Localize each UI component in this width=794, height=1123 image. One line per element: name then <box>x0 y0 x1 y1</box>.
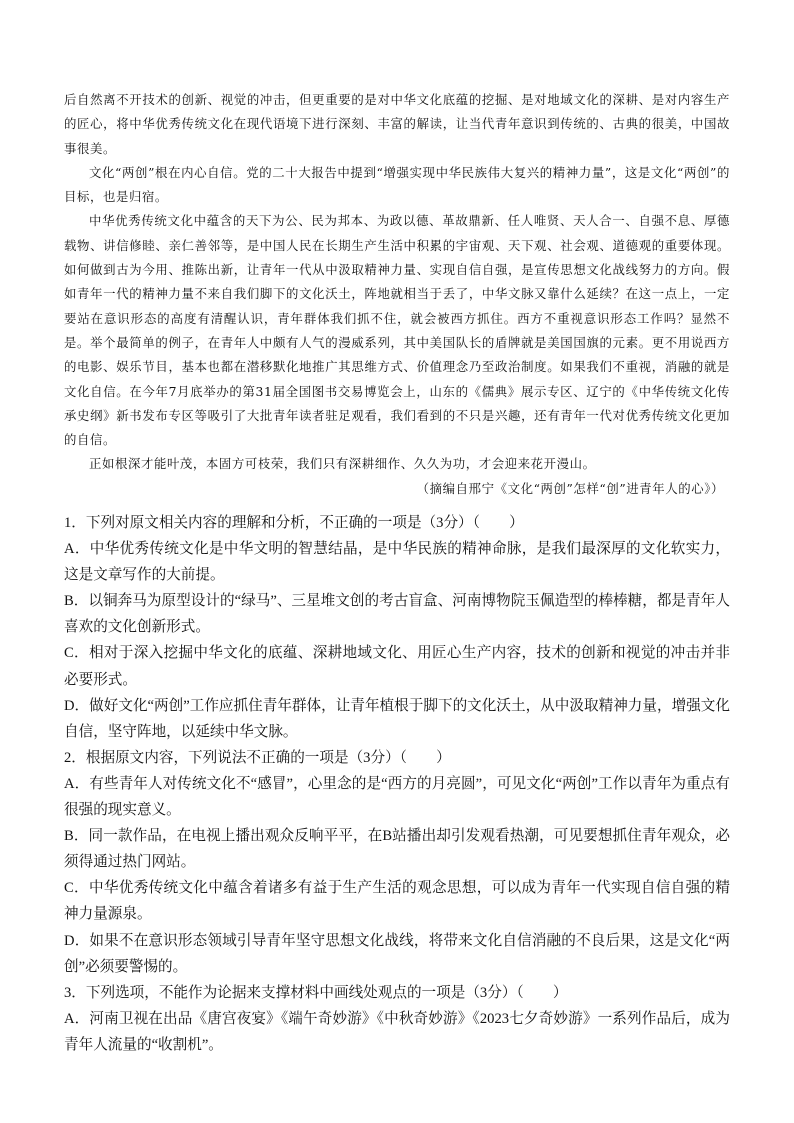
question-2-option-d: D．如果不在意识形态领域引导青年坚守思想文化战线，将带来文化自信消融的不良后果，这是文化“两创”必须要警惕的。 <box>64 932 730 975</box>
question-1-option-b: B．以铜奔马为原型设计的“绿马”、三星堆文创的考古盲盒、河南博物院玉佩造型的棒棒糖，都是青年人喜欢的文化创新形式。 <box>64 593 730 636</box>
question-1-stem: 1．下列对原文相关内容的理解和分析，不正确的一项是（3分）（ ） <box>64 515 524 531</box>
question-3-option-a: A．河南卫视在出品《唐宫夜宴》《端午奇妙游》《中秋奇妙游》《2023七夕奇妙游》一系列作品后，成为青年人流量的“收割机”。 <box>64 1010 730 1053</box>
question-section <box>64 510 730 1058</box>
question-1-option-c: C．相对于深入挖掘中华文化的底蕴、深耕地域文化、用匠心生产内容，技术的创新和视觉的冲击并非必要形式。 <box>64 645 730 688</box>
passage-paragraph-3: 中华优秀传统文化中蕴含的天下为公、民为邦本、为政以德、革故鼎新、任人唯贤、天人合一、自强不息、厚德载物、讲信修睦、亲仁善邻等，是中国人民在长期生产生活中积累的宇宙观、天下观、社会观、道德观的重要体现。如何做到古为今用、推陈出新，让青年一代从中汲取精神力量、实现自信自强，是宣传思想文化战线努力的方向。假如青年一代的精神力量不来自我们脚下的文化沃土，阵地就相当于丢了，中华文脉又靠什么延续？在这一点上，一定要站在意识形态的高度有清醒认识，青年群体我们抓不住，就会被西方抓住。西方不重视意识形态工作吗？显然不是。举个最简单的例子，在青年人中颇有人气的漫威系列，其中美国队长的盾牌就是美国国旗的元素。更不用说西方的电影、娱乐节目，基本也都在潜移默化地推广其思维方式、价值理念乃至政治制度。如果我们不重视，消融的就是文化自信。在今年7月底举办的第31届全国图书交易博览会上，山东的《儒典》展示专区、辽宁的《中华传统文化传承史纲》新书发布专区等吸引了大批青年读者驻足观看，我们看到的不只是兴趣，还有青年一代对优秀传统文化更加的自信。 <box>64 213 730 448</box>
question-2-option-a: A．有些青年人对传统文化不“感冒”，心里念的是“西方的月亮圆”，可见文化“两创”工作以青年为重点有很强的现实意义。 <box>64 775 730 819</box>
passage-paragraph-4: 正如根深才能叶茂，本固方可枝荣，我们只有深耕细作、久久为功，才会迎来花开漫山。 <box>89 456 596 472</box>
question-3-stem: 3．下列选项，不能作为论据来支撑材料中画线处观点的一项是（3分）（ ） <box>64 984 568 1001</box>
question-2-option-c: C．中华优秀传统文化中蕴含着诸多有益于生产生活的观念思想，可以成为青年一代实现自信自强的精神力量源泉。 <box>64 880 730 923</box>
question-2-stem: 2．根据原文内容，下列说法不正确的一项是（3分）（ ） <box>64 749 451 766</box>
passage-paragraph-1: 后自然离不开技术的创新、视觉的冲击，但更重要的是对中华文化底蕴的挖掘、是对地域文化的深耕、是对内容生产的匠心，将中华优秀传统文化在现代语境下进行深刻、丰富的解读，让当代青年意识到传统的、古典的很美，中国故事很美。 <box>64 92 730 156</box>
question-2-option-b: B．同一款作品，在电视上播出观众反响平平，在B站播出却引发观看热潮，可见要想抓住青年观众，必须得通过热门网站。 <box>64 828 730 871</box>
question-1-option-d: D．做好文化“两创”工作应抓住青年群体，让青年植根于脚下的文化沃土，从中汲取精神力量，增强文化自信，坚守阵地，以延续中华文脉。 <box>64 697 730 740</box>
passage-paragraph-2: 文化“两创”根在内心自信。党的二十大报告中提到“增强实现中华民族伟大复兴的精神力量”，这是文化“两创”的目标，也是归宿。 <box>64 164 730 205</box>
reading-passage <box>64 88 730 501</box>
question-1-option-a: A．中华优秀传统文化是中华文明的智慧结晶，是中华民族的精神命脉，是我们最深厚的文化软实力，这是文章写作的大前提。 <box>64 541 730 584</box>
passage-source: （摘编自邢宁《文化“两创”怎样“创”进青年人的心》） <box>416 480 724 496</box>
